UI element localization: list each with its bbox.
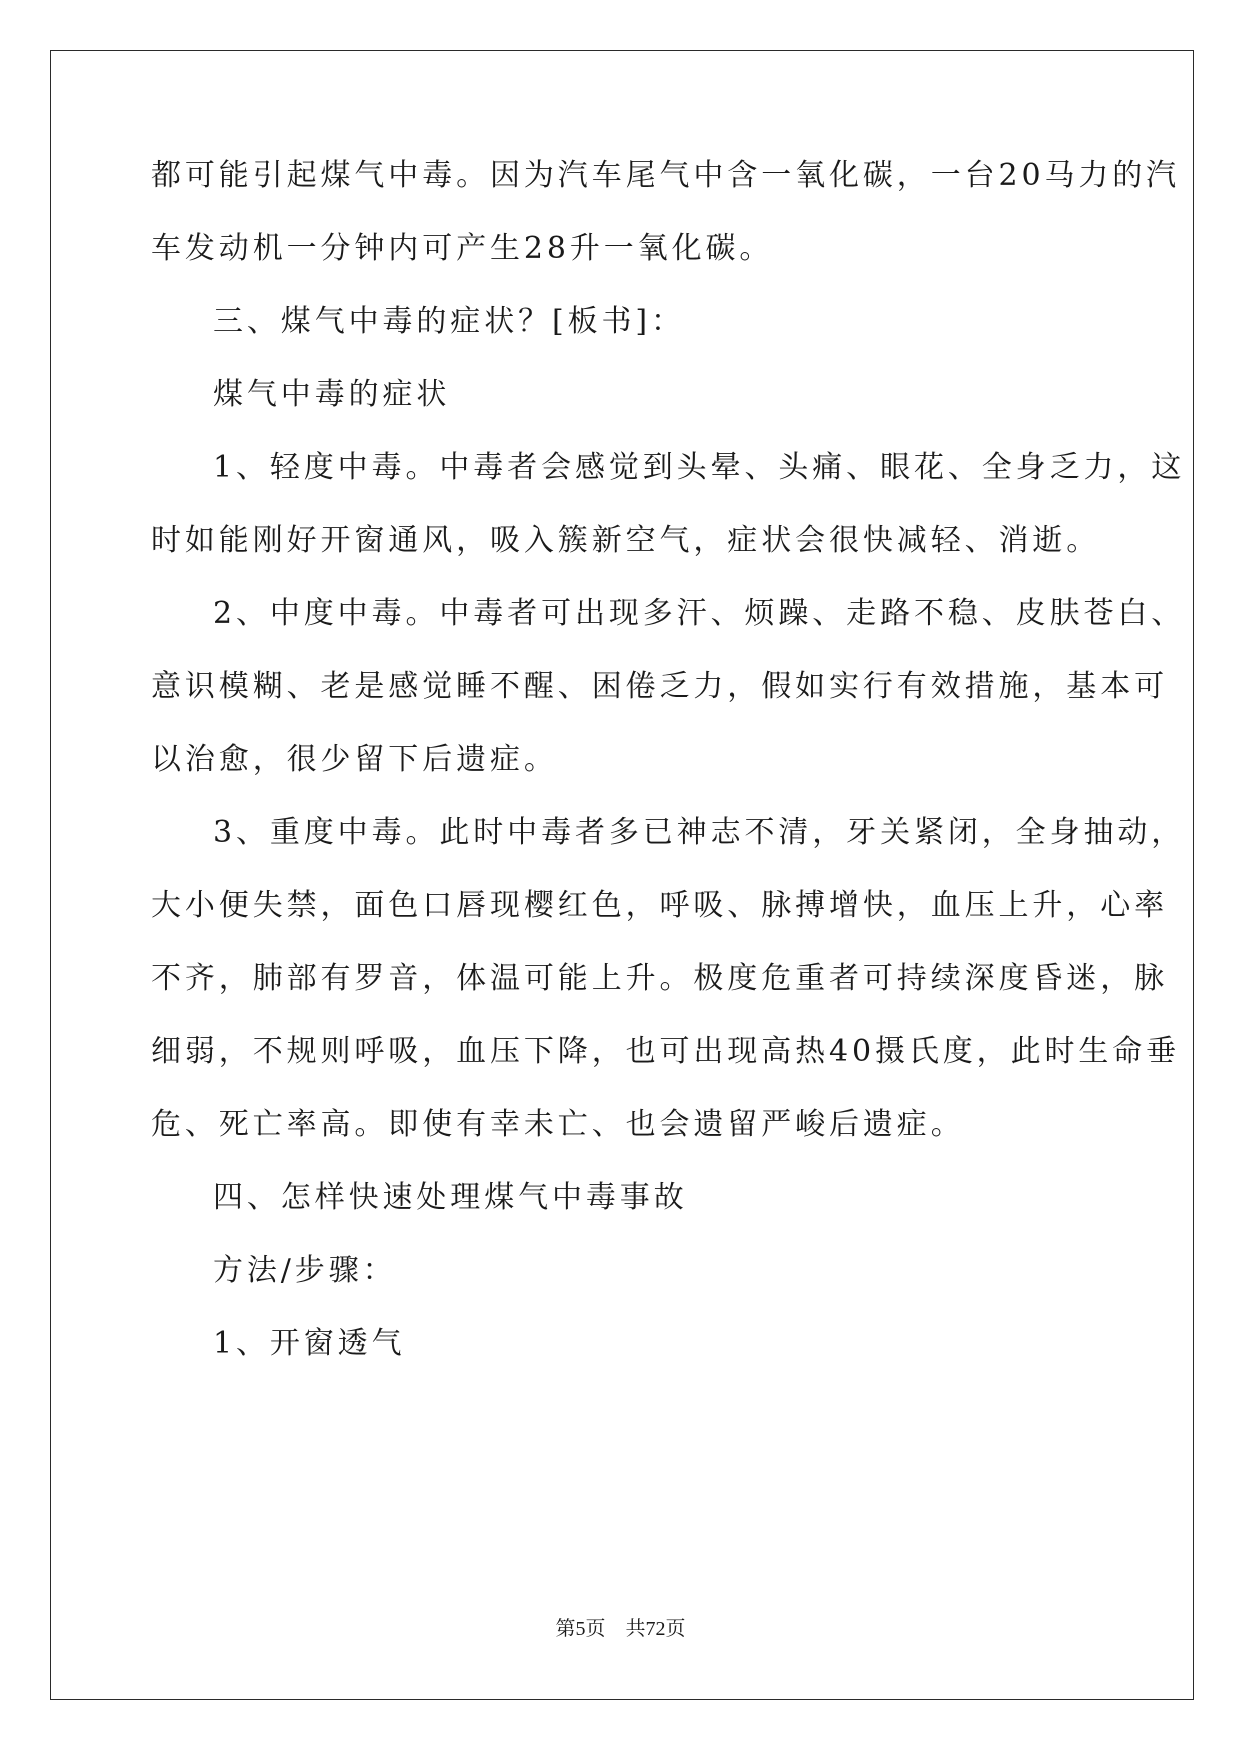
section-heading: 四、怎样快速处理煤气中毒事故 bbox=[213, 1180, 688, 1215]
current-page-number: 第5页 bbox=[555, 1618, 606, 1640]
text-line: 3、重度中毒。此时中毒者多已神志不清，牙关紧闭，全身抽动， bbox=[213, 815, 1186, 850]
text-line: 细弱，不规则呼吸，血压下降，也可出现高热40摄氏度，此时生命垂 bbox=[151, 1034, 1181, 1069]
text-line: 危、死亡率高。即使有幸未亡、也会遗留严峻后遗症。 bbox=[151, 1107, 965, 1142]
text-line: 意识模糊、老是感觉睡不醒、困倦乏力，假如实行有效措施，基本可 bbox=[151, 669, 1168, 704]
text-line: 不齐，肺部有罗音，体温可能上升。极度危重者可持续深度昏迷，脉 bbox=[151, 961, 1168, 996]
page-footer bbox=[0, 1617, 1241, 1641]
text-line: 车发动机一分钟内可产生28升一氧化碳。 bbox=[151, 231, 774, 266]
text-line: 时如能刚好开窗通风，吸入簇新空气，症状会很快减轻、消逝。 bbox=[151, 523, 1101, 558]
text-line: 大小便失禁，面色口唇现樱红色，呼吸、脉搏增快，血压上升，心率 bbox=[151, 888, 1168, 923]
subheading: 煤气中毒的症状 bbox=[213, 377, 451, 412]
subheading: 方法/步骤： bbox=[213, 1253, 397, 1288]
text-line: 1、轻度中毒。中毒者会感觉到头晕、头痛、眼花、全身乏力，这 bbox=[213, 450, 1186, 485]
section-heading: 三、煤气中毒的症状？[板书]： bbox=[213, 304, 685, 339]
text-line: 都可能引起煤气中毒。因为汽车尾气中含一氧化碳，一台20马力的汽 bbox=[151, 158, 1181, 193]
step-item: 1、开窗透气 bbox=[213, 1326, 406, 1361]
text-line: 2、中度中毒。中毒者可出现多汗、烦躁、走路不稳、皮肤苍白、 bbox=[213, 596, 1186, 631]
page-border bbox=[50, 50, 1194, 1700]
text-line: 以治愈，很少留下后遗症。 bbox=[151, 742, 558, 777]
total-page-count: 共72页 bbox=[625, 1618, 686, 1640]
